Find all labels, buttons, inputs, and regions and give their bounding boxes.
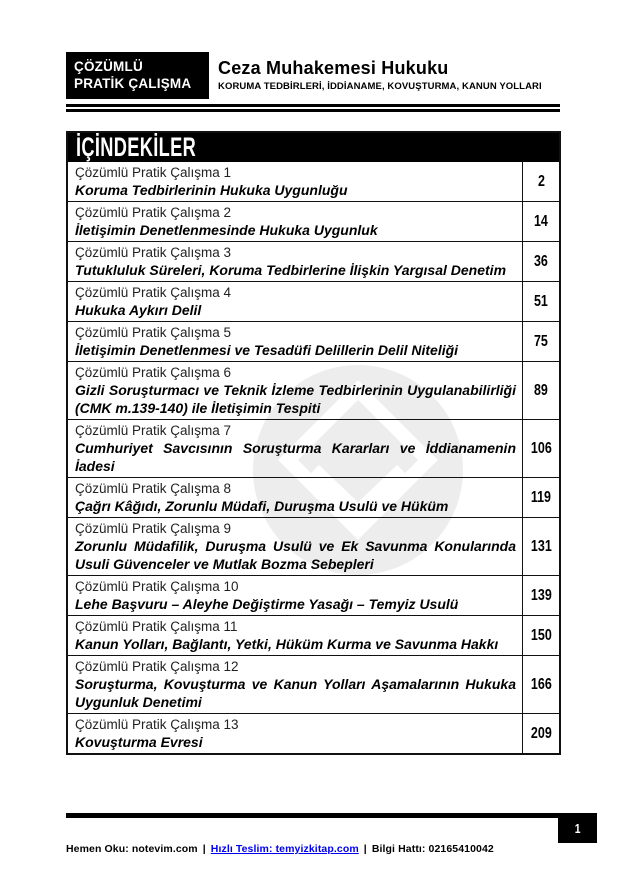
badge-line1: ÇÖZÜMLÜ [74, 59, 143, 74]
toc-row [68, 477, 559, 517]
toc-heading: İÇİNDEKİLER [76, 133, 197, 162]
toc-row [68, 575, 559, 615]
toc-entry [68, 576, 522, 615]
toc-entry-label: Çözümlü Pratik Çalışma 3 [75, 245, 232, 260]
book-heading [218, 58, 578, 93]
toc-entry [68, 162, 522, 201]
toc-entry-page-cell [522, 478, 559, 517]
toc-entry-page: 51 [534, 292, 548, 310]
toc-entry-page-cell [522, 282, 559, 321]
toc-entry-label: Çözümlü Pratik Çalışma 12 [75, 659, 239, 674]
toc-entry-page: 131 [530, 537, 552, 555]
toc-entry-title: Lehe Başvuru – Aleyhe Değiştirme Yasağı – Temyiz Usulü [75, 596, 459, 612]
badge-line2: PRATİK ÇALIŞMA [74, 76, 192, 91]
toc-entry-page: 150 [530, 626, 552, 644]
toc-entry-title: Çağrı Kâğıdı, Zorunlu Müdafi, Duruşma Usulü ve Hüküm [75, 498, 449, 514]
toc-row [68, 361, 559, 419]
footer-separator-2: | [363, 843, 367, 855]
toc-entry-label: Çözümlü Pratik Çalışma 10 [75, 579, 239, 594]
toc-entry-label: Çözümlü Pratik Çalışma 9 [75, 521, 232, 536]
page-number-badge [558, 813, 597, 843]
toc-entry-page: 166 [530, 675, 552, 693]
toc-entry-title: İletişimin Denetlenmesi ve Tesadüfi Delillerin Delil Niteliği [75, 342, 459, 358]
toc-entry-label: Çözümlü Pratik Çalışma 1 [75, 165, 232, 180]
toc-row [68, 419, 559, 477]
toc-entry-page-cell [522, 656, 559, 713]
header-divider [66, 104, 560, 112]
toc-entry-label: Çözümlü Pratik Çalışma 6 [75, 365, 232, 380]
toc-entry-page-cell [522, 616, 559, 655]
toc-entry-page: 75 [534, 332, 548, 350]
toc-row [68, 281, 559, 321]
toc-entry-title: Hukuka Aykırı Delil [75, 302, 202, 318]
toc-row [68, 321, 559, 361]
toc-entry-page-cell [522, 576, 559, 615]
toc-row [68, 655, 559, 713]
toc-entry-title: İletişimin Denetlenmesinde Hukuka Uygunluk [75, 222, 378, 238]
toc-header-bar [68, 133, 559, 162]
toc-entry-label: Çözümlü Pratik Çalışma 4 [75, 285, 232, 300]
toc-entry-label: Çözümlü Pratik Çalışma 2 [75, 205, 232, 220]
toc-entry-page: 14 [534, 212, 548, 230]
toc-row [68, 241, 559, 281]
toc-entry-title: Kanun Yolları, Bağlantı, Yetki, Hüküm Kurma ve Savunma Hakkı [75, 636, 499, 652]
book-subtitle: KORUMA TEDBİRLERİ, İDDİANAME, KOVUŞTURMA, KANUN YOLLARI [218, 81, 542, 92]
toc-entry-title: Cumhuriyet Savcısının Soruşturma Kararları ve İddianamenin İadesi [75, 440, 516, 474]
toc-entry-title: Kovuşturma Evresi [75, 734, 203, 750]
toc-entry [68, 362, 522, 419]
toc-entry-title: Soruşturma, Kovuşturma ve Kanun Yolları Aşamalarının Hukuka Uygunluk Denetimi [75, 676, 516, 710]
toc-entry-page-cell [522, 518, 559, 575]
toc-entry-title: Tutukluluk Süreleri, Koruma Tedbirlerine İlişkin Yargısal Denetim [75, 262, 507, 278]
toc-entry-page: 89 [534, 381, 548, 399]
toc-row [68, 162, 559, 201]
toc-entry-label: Çözümlü Pratik Çalışma 5 [75, 325, 232, 340]
toc-entry-page-cell [522, 162, 559, 201]
toc-rows-container [68, 162, 559, 753]
toc-entry-page-cell [522, 322, 559, 361]
toc-entry [68, 420, 522, 477]
book-title: Ceza Muhakemesi Hukuku [218, 58, 449, 78]
toc-entry-page-cell [522, 362, 559, 419]
toc-entry-page: 209 [530, 724, 552, 742]
toc-row [68, 201, 559, 241]
toc-entry-page: 36 [534, 252, 548, 270]
toc-entry [68, 656, 522, 713]
table-of-contents [66, 131, 561, 755]
toc-entry-page-cell [522, 714, 559, 753]
footer-delivery-link[interactable]: Hızlı Teslim: temyizkitap.com [210, 843, 359, 855]
toc-entry-page-cell [522, 420, 559, 477]
footer-divider [66, 813, 558, 818]
toc-entry [68, 478, 522, 517]
toc-entry-page: 139 [530, 586, 552, 604]
toc-entry [68, 518, 522, 575]
footer-info-hotline: Bilgi Hattı: 02165410042 [371, 843, 494, 855]
toc-entry [68, 282, 522, 321]
toc-entry [68, 714, 522, 753]
toc-entry [68, 242, 522, 281]
toc-entry-page: 119 [530, 488, 552, 506]
toc-entry-label: Çözümlü Pratik Çalışma 11 [75, 619, 238, 634]
toc-entry-label: Çözümlü Pratik Çalışma 7 [75, 423, 232, 438]
toc-entry [68, 616, 522, 655]
toc-entry-label: Çözümlü Pratik Çalışma 8 [75, 481, 232, 496]
toc-row [68, 615, 559, 655]
toc-entry-label: Çözümlü Pratik Çalışma 13 [75, 717, 239, 732]
book-series-badge [66, 52, 209, 99]
footer-info-line [66, 843, 560, 855]
toc-entry-page-cell [522, 202, 559, 241]
footer-read-now: Hemen Oku: notevim.com [66, 843, 198, 855]
toc-row [68, 517, 559, 575]
toc-entry [68, 202, 522, 241]
toc-entry-title: Zorunlu Müdafilik, Duruşma Usulü ve Ek Savunma Konularında Usuli Güvenceler ve Mutlak Bozma Sebepleri [75, 538, 516, 572]
toc-entry-page: 106 [530, 439, 552, 457]
toc-entry [68, 322, 522, 361]
toc-entry-title: Koruma Tedbirlerinin Hukuka Uygunluğu [75, 182, 348, 198]
toc-entry-page-cell [522, 242, 559, 281]
toc-entry-page: 2 [537, 172, 545, 190]
toc-entry-title: Gizli Soruşturmacı ve Teknik İzleme Tedbirlerinin Uygulanabilirliği (CMK m.139-140) ile İletişimin Tespiti [75, 382, 516, 416]
page-number: 1 [574, 820, 581, 836]
footer-separator-1: | [202, 843, 206, 855]
toc-row [68, 713, 559, 753]
